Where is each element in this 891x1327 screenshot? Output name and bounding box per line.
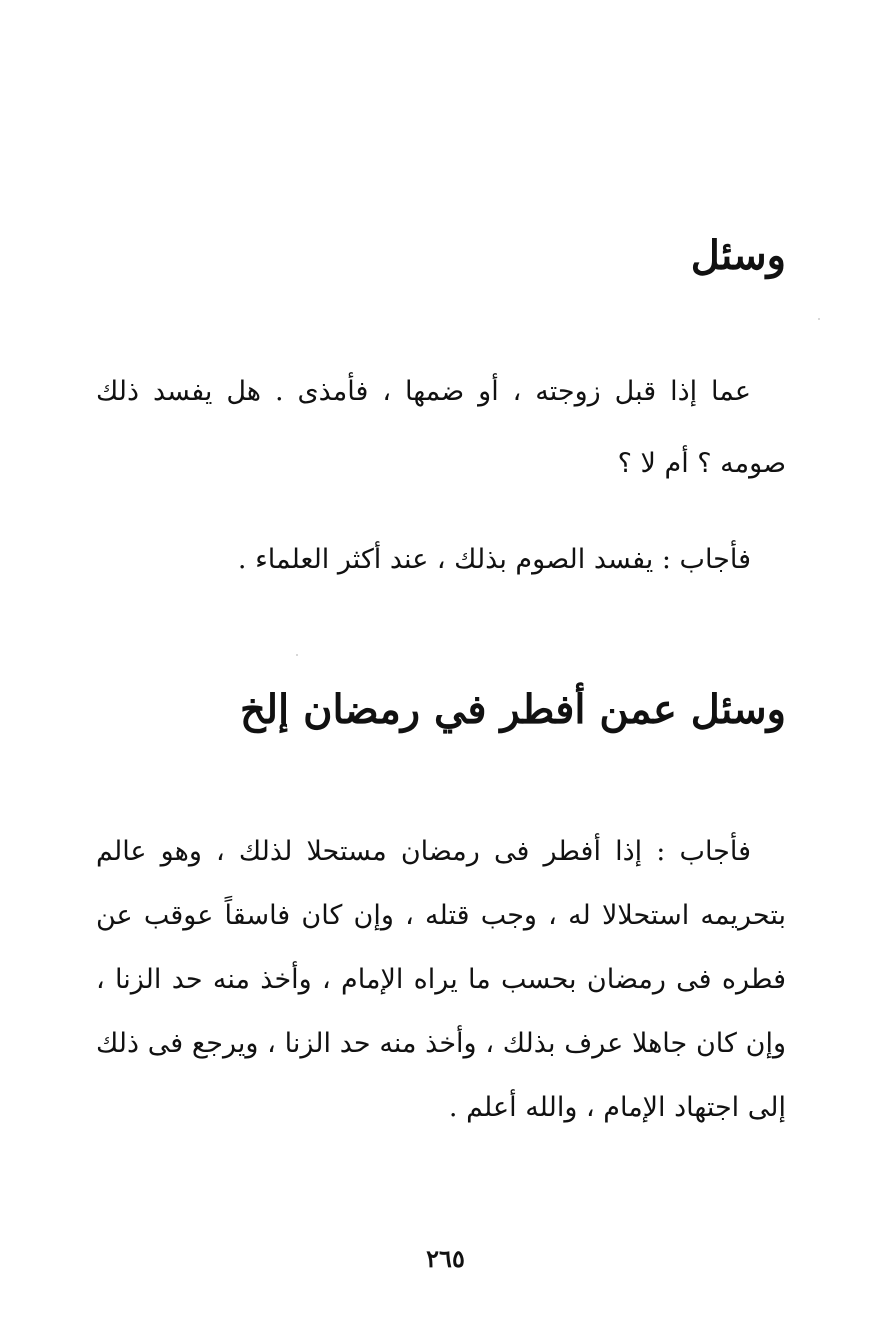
page-number: ٢٦٥ [426, 1244, 465, 1273]
scan-speck [818, 318, 820, 320]
section-heading-1: وسئل [690, 232, 786, 279]
answer-paragraph-1: فأجاب : يفسد الصوم بذلك ، عند أكثر العلماء . [237, 544, 751, 575]
question-paragraph-1: عما إذا قبل زوجته ، أو ضمها ، فأمذى . هل يفسد ذلك صومه ؟ أم لا ؟ [96, 376, 786, 479]
scan-speck [296, 654, 298, 656]
section-heading-2: وسئل عمن أفطر في رمضان إلخ [240, 686, 786, 733]
answer-paragraph-2: فأجاب : إذا أفطر فى رمضان مستحلا لذلك ، وهو عالم بتحريمه استحلالا له ، وجب قتله ، وإن كان فاسقاً عوقب عن فطره فى رمضان بحسب ما يراه الإمام ، وأخذ منه حد الزنا ، وإن كان جاهلا عرف بذلك ، وأخذ منه حد الزنا ، ويرجع فى ذلك إلى اجتهاد الإمام ، والله أعلم . [96, 836, 786, 1123]
